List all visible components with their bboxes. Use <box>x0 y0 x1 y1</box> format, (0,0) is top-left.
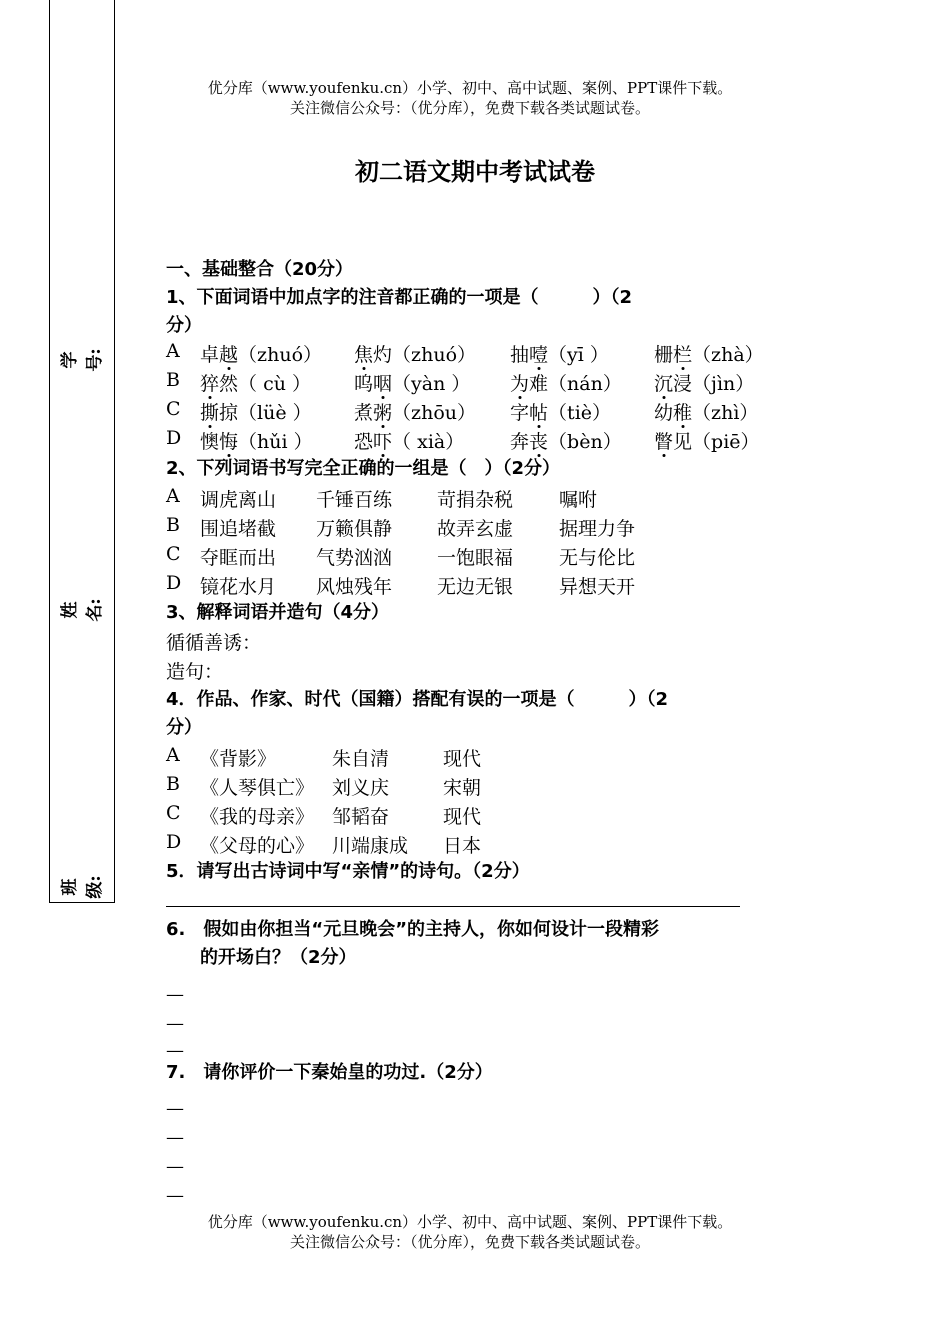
q1-option-item: 抽噎（yī ） <box>510 344 609 366</box>
question-5: 5．请写出古诗词中写“亲情”的诗句。（2分） <box>166 861 530 882</box>
q1-option-item: 猝然（ cù ） <box>200 373 312 395</box>
q7-answer-line[interactable]: — <box>166 1185 184 1206</box>
question-4: 4．作品、作家、时代（国籍）搭配有误的一项是（ ）（2 <box>166 689 669 710</box>
question-1-cont: 分） <box>166 315 202 336</box>
q2-option-item: 镜花水月 <box>200 576 277 598</box>
q4-option-item: 朱自清 <box>332 748 390 770</box>
question-6: 6. 假如由你担当“元旦晚会”的主持人，你如何设计一段精彩 <box>166 919 660 940</box>
question-4-cont: 分） <box>166 717 202 738</box>
q2-option-item: 夺眶而出 <box>200 547 277 569</box>
q1-option-letter: A <box>166 340 180 362</box>
q4-option-item: 刘义庆 <box>332 777 390 799</box>
q4-option-item: 日本 <box>443 835 482 857</box>
q3-sentence: 造句： <box>166 661 224 683</box>
question-2: 2、下列词语书写完全正确的一组是（ ）（2分） <box>166 458 561 479</box>
q6-answer-line[interactable]: — <box>166 1040 184 1061</box>
q4-option-item: 《我的母亲》 <box>200 806 315 828</box>
q4-option-item: 《人琴俱亡》 <box>200 777 315 799</box>
student-id-label: 学号: <box>60 348 105 372</box>
q4-option-item: 《背影》 <box>200 748 277 770</box>
q2-option-letter: B <box>166 514 180 536</box>
q1-option-item: 沉浸（jìn） <box>654 373 755 395</box>
q1-option-item: 恐吓（ xià） <box>354 431 465 453</box>
q2-option-item: 一饱眼福 <box>437 547 514 569</box>
footer-line-1: 优分库（www.youfenku.cn）小学、初中、高中试题、案例、PPT课件下载。 <box>207 1213 733 1231</box>
page-title: 初二语文期中考试试卷 <box>355 158 595 186</box>
q1-option-item: 瞥见（piē） <box>654 431 760 453</box>
footer <box>120 1212 820 1252</box>
section-heading: 一、基础整合（20分） <box>166 259 354 280</box>
q2-option-item: 无边无银 <box>437 576 514 598</box>
q2-option-item: 围追堵截 <box>200 518 277 540</box>
q2-option-item: 故弄玄虚 <box>437 518 514 540</box>
question-1: 1、下面词语中加点字的注音都正确的一项是（ ）（2 <box>166 287 633 308</box>
q4-option-item: 川端康成 <box>332 835 409 857</box>
q7-answer-line[interactable]: — <box>166 1098 184 1119</box>
q2-option-item: 万籁俱静 <box>316 518 393 540</box>
question-6-cont: 的开场白？（2分） <box>200 947 357 968</box>
header-line-2: 关注微信公众号：（优分库），免费下载各类试题试卷。 <box>289 99 650 117</box>
q1-option-item: 栅栏（zhà） <box>654 344 764 366</box>
q2-option-item: 嘱咐 <box>559 489 598 511</box>
q6-answer-line[interactable]: — <box>166 984 184 1005</box>
footer-line-2: 关注微信公众号：（优分库），免费下载各类试题试卷。 <box>289 1233 650 1251</box>
q2-option-letter: A <box>166 485 180 507</box>
q1-option-item: 为难（nán） <box>510 373 622 395</box>
q1-option-item: 焦灼（zhuó） <box>354 344 477 366</box>
q2-option-item: 气势汹汹 <box>316 547 393 569</box>
q4-option-item: 邹韬奋 <box>332 806 390 828</box>
q2-option-item: 苛捐杂税 <box>437 489 514 511</box>
header <box>120 78 820 118</box>
q4-option-item: 《父母的心》 <box>200 835 315 857</box>
q4-option-item: 现代 <box>443 806 482 828</box>
q4-option-letter: A <box>166 744 180 766</box>
q1-option-item: 字帖（tiè） <box>510 402 612 424</box>
q1-option-item: 幼稚（zhì） <box>654 402 759 424</box>
q3-term: 循循善诱： <box>166 632 262 654</box>
q1-option-item: 卓越（zhuó） <box>200 344 323 366</box>
q2-option-item: 无与伦比 <box>559 547 636 569</box>
binding-margin-box <box>49 0 115 903</box>
q4-option-item: 宋朝 <box>443 777 482 799</box>
q1-option-letter: B <box>166 369 180 391</box>
name-label: 姓名: <box>60 598 105 622</box>
q1-option-item: 懊悔（hǔi ） <box>200 431 313 453</box>
class-label: 班级: <box>60 875 105 899</box>
q2-option-item: 据理力争 <box>559 518 636 540</box>
q1-option-item: 撕掠（lüè ） <box>200 402 312 424</box>
header-line-1: 优分库（www.youfenku.cn）小学、初中、高中试题、案例、PPT课件下载。 <box>207 79 733 97</box>
q2-option-item: 异想天开 <box>559 576 636 598</box>
q4-option-item: 现代 <box>443 748 482 770</box>
q1-option-letter: D <box>166 427 182 449</box>
q6-answer-line[interactable]: — <box>166 1013 184 1034</box>
q1-option-item: 奔丧（bèn） <box>510 431 622 453</box>
q4-option-letter: D <box>166 831 182 853</box>
q5-answer-line[interactable] <box>166 906 740 907</box>
question-7: 7. 请你评价一下秦始皇的功过.（2分） <box>166 1062 493 1083</box>
q7-answer-line[interactable]: — <box>166 1156 184 1177</box>
q2-option-item: 千锤百练 <box>316 489 393 511</box>
q2-option-letter: C <box>166 543 181 565</box>
q1-option-item: 呜咽（yàn ） <box>354 373 471 395</box>
q1-option-item: 煮粥（zhōu） <box>354 402 477 424</box>
q7-answer-line[interactable]: — <box>166 1127 184 1148</box>
q4-option-letter: C <box>166 802 181 824</box>
q2-option-item: 风烛残年 <box>316 576 393 598</box>
question-3: 3、解释词语并造句（4分） <box>166 602 390 623</box>
q1-option-letter: C <box>166 398 181 420</box>
q4-option-letter: B <box>166 773 180 795</box>
q2-option-letter: D <box>166 572 182 594</box>
q2-option-item: 调虎离山 <box>200 489 277 511</box>
